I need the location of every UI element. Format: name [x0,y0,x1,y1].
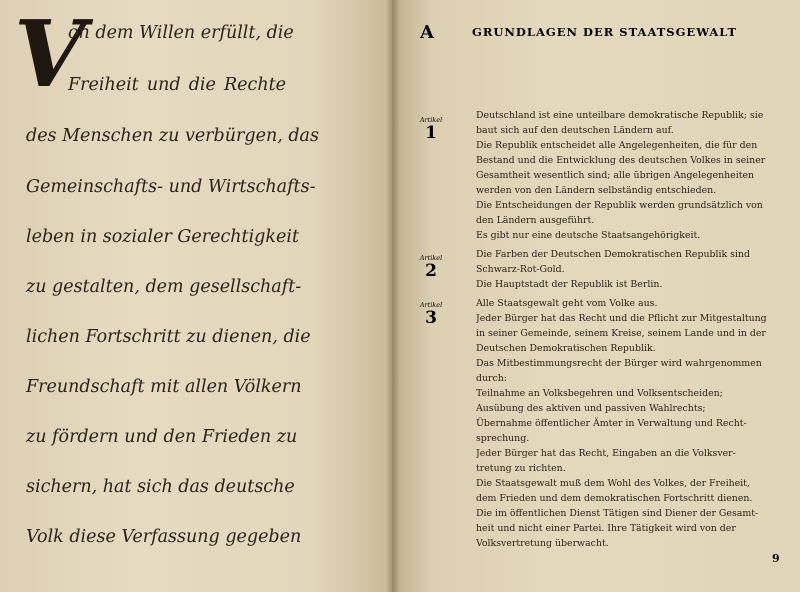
article-line: Übernahme öffentlicher Ämter in Verwaltung und Recht- [476,418,747,429]
section-title: GRUNDLAGEN DER STAATSGEWALT [472,25,738,39]
article-line: Die Farben der Deutschen Demokratischen Republik sind [476,249,751,260]
section-letter: A [420,22,434,43]
preamble-line: zu fördern und den Frieden zu [26,427,298,447]
preamble-line: on dem Willen erfüllt, die [68,23,294,43]
drop-cap: V [14,0,86,108]
article-line: Schwarz-Rot-Gold. [476,264,565,275]
book-gutter [386,0,400,592]
article-line: Die Staatsgewalt muß dem Wohl des Volkes, der Freiheit, [476,478,750,489]
article-line: baut sich auf den deutschen Ländern auf. [476,125,674,136]
preamble-line: Gemeinschafts- und Wirtschafts- [26,177,316,197]
preamble-line: Freiheit und die Rechte [68,75,286,95]
article-line: werden von den Ländern selbständig entschieden. [476,185,717,196]
article-line: dem Frieden und dem demokratischen Fortschritt dienen. [476,493,753,504]
article-line: Es gibt nur eine deutsche Staatsangehörigkeit. [476,230,701,241]
article-label: Artikel [419,254,443,262]
article-line: Teilnahme an Volksbegehren und Volksentscheiden; [476,388,723,399]
article-label: Artikel [419,116,443,124]
article-line: Deutschland ist eine unteilbare demokratische Republik; sie [476,110,764,121]
left-page [0,0,392,592]
article-line: heit und nicht einer Partei. Ihre Tätigkeit wird von der [476,523,736,534]
preamble-line: Freundschaft mit allen Völkern [26,377,302,397]
article-line: Jeder Bürger hat das Recht, Eingaben an die Volksver- [476,448,736,459]
article-line: Deutschen Demokratischen Republik. [476,343,656,354]
article-line: Bestand und die Entwicklung des deutschen Volkes in seiner [476,155,766,166]
preamble-line: leben in sozialer Gerechtigkeit [26,227,299,247]
article-line: Gesamtheit wesentlich sind; alle übrigen Angelegenheiten [476,170,755,181]
article-number: 2 [425,261,437,281]
preamble-line: Volk diese Verfassung gegeben [26,527,302,547]
preamble-line: zu gestalten, dem gesellschaft- [26,277,302,297]
page-number: 9 [772,552,780,565]
article-line: Die Entscheidungen der Republik werden grundsätzlich von [476,200,763,211]
article-line: sprechung. [476,433,530,444]
preamble-line: sichern, hat sich das deutsche [26,477,295,497]
article-line: Ausübung des aktiven und passiven Wahlrechts; [476,403,706,414]
article-number: 1 [425,123,437,143]
article-number: 3 [425,308,437,328]
article-text [476,296,778,551]
article-line: in seiner Gemeinde, seinem Kreise, seinem Lande und in der [476,328,766,339]
article-line: Jeder Bürger hat das Recht und die Pflicht zur Mitgestaltung [476,313,767,324]
preamble-line: lichen Fortschritt zu dienen, die [26,327,311,347]
article-label: Artikel [419,301,443,309]
article-line: tretung zu richten. [476,463,566,474]
article-line: Volksvertretung überwacht. [476,538,609,549]
article-text [476,247,778,292]
article-line: Alle Staatsgewalt geht vom Volke aus. [476,298,658,309]
article-text [476,108,778,243]
article-line: Die Hauptstadt der Republik ist Berlin. [476,279,663,290]
preamble-line: des Menschen zu verbürgen, das [26,126,319,146]
article-line: durch: [476,373,507,384]
article-line: Die im öffentlichen Dienst Tätigen sind Diener der Gesamt- [476,508,759,519]
article-line: Die Republik entscheidet alle Angelegenheiten, die für den [476,140,758,151]
article-line: Das Mitbestimmungsrecht der Bürger wird wahrgenommen [476,358,762,369]
article-line: den Ländern ausgeführt. [476,215,595,226]
